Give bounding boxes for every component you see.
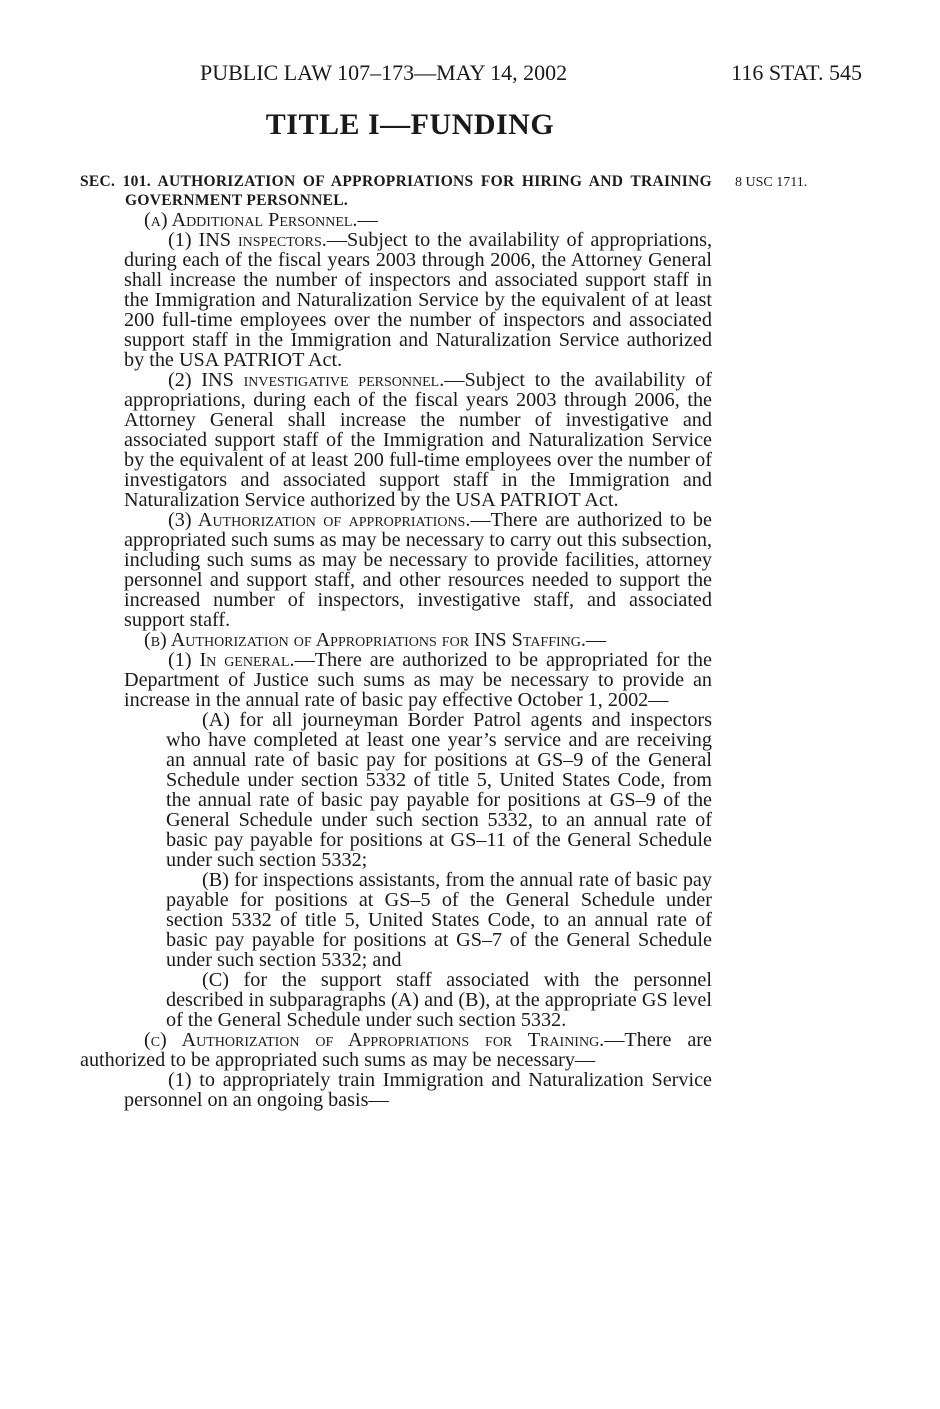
subsection-c-heading: (c) Authorization of Appropriations for Training. [144,1029,605,1051]
paragraph-b1-text: —There are authorized to be appropriated for the Department of Justice such sums as may be necessary to provide an increase in the annual rate of basic pay effective October 1, 2002— [124,649,712,711]
paragraph-a3-text: —There are authorized to be appropriated such sums as may be necessary to carry out this subsection, including such sums as may be necessary to provide facilities, attorney personnel and support staff, and other resources needed to support the increased number of inspectors, investigative staff, and associated support staff. [124,509,712,631]
paragraph-a2-label: (2) INS investigative personnel. [168,369,445,391]
subparagraph-b1B: (B) for inspections assistants, from the annual rate of basic pay payable for positions at GS–5 of the General Schedule under section 5332 of title 5, United States Code, to an annual rate of basic pay payable for positions at GS–7 of the General Schedule under such section 5332; and [166,869,712,971]
document-body [80,172,712,1110]
paragraph-a2 [80,370,712,510]
subsection-c [80,1030,712,1070]
header-page-number: 116 STAT. 545 [731,60,862,85]
paragraph-c1: (1) to appropriately train Immigration and Naturalization Service personnel on an ongoing basis— [124,1069,712,1111]
paragraph-a3-label: (3) Authorization of appropriations. [168,509,471,531]
paragraph-a1-label: (1) INS inspectors. [168,229,327,251]
subsection-c-text: —There are authorized to be appropriated such sums as may be necessary— [80,1029,712,1071]
subparagraph-b1A: (A) for all journeyman Border Patrol agents and inspectors who have completed at least one year’s service and are receiving an annual rate of basic pay for positions at GS–9 of the General Schedule under section 5332 of title 5, United States Code, from the annual rate of basic pay payable for positions at GS–9 of the General Schedule under such section 5332, to an annual rate of basic pay payable for positions at GS–11 of the General Schedule under such section 5332; [166,709,712,871]
section-heading: SEC. 101. AUTHORIZATION OF APPROPRIATIONS FOR HIRING AND TRAINING GOVERNMENT PERSONNEL. [80,173,712,209]
subsection-b-heading-text: (b) Authorization of Appropriations for INS Staffing.— [144,629,607,651]
subsection-a-heading [80,210,712,230]
title-heading: TITLE I—FUNDING [265,108,555,141]
margin-note: 8 USC 1711. [735,175,808,190]
paragraph-a1-text: —Subject to the availability of appropriations, during each of the fiscal years 2003 through 2006, the Attorney General shall increase the number of inspectors and associated support staff in the Immigration and Naturalization Service by the equivalent of at least 200 full-time employees over the number of inspectors and associated support staff in the Immigration and Naturalization Service authorized by the USA PATRIOT Act. [124,229,712,371]
paragraph-a3 [80,510,712,630]
paragraph-b1-label: (1) In general. [168,649,295,671]
paragraph-a2-text: —Subject to the availability of appropriations, during each of the fiscal years 2003 through 2006, the Attorney General shall increase the number of investigative and associated support staff of the Immigration and Naturalization Service by the equivalent of at least 200 full-time employees over the number of investigators and associated support staff in the Immigration and Naturalization Service authorized by the USA PATRIOT Act. [124,369,712,511]
header-law-citation: PUBLIC LAW 107–173—MAY 14, 2002 [200,60,568,85]
subsection-b-heading [80,630,712,650]
subsection-a-heading-text: (a) Additional Personnel.— [144,209,378,231]
paragraph-b1 [80,650,712,710]
paragraph-a1 [80,230,712,370]
subparagraph-b1C: (C) for the support staff associated with the personnel described in subparagraphs (A) and (B), at the appropriate GS level of the General Schedule under such section 5332. [166,969,712,1031]
